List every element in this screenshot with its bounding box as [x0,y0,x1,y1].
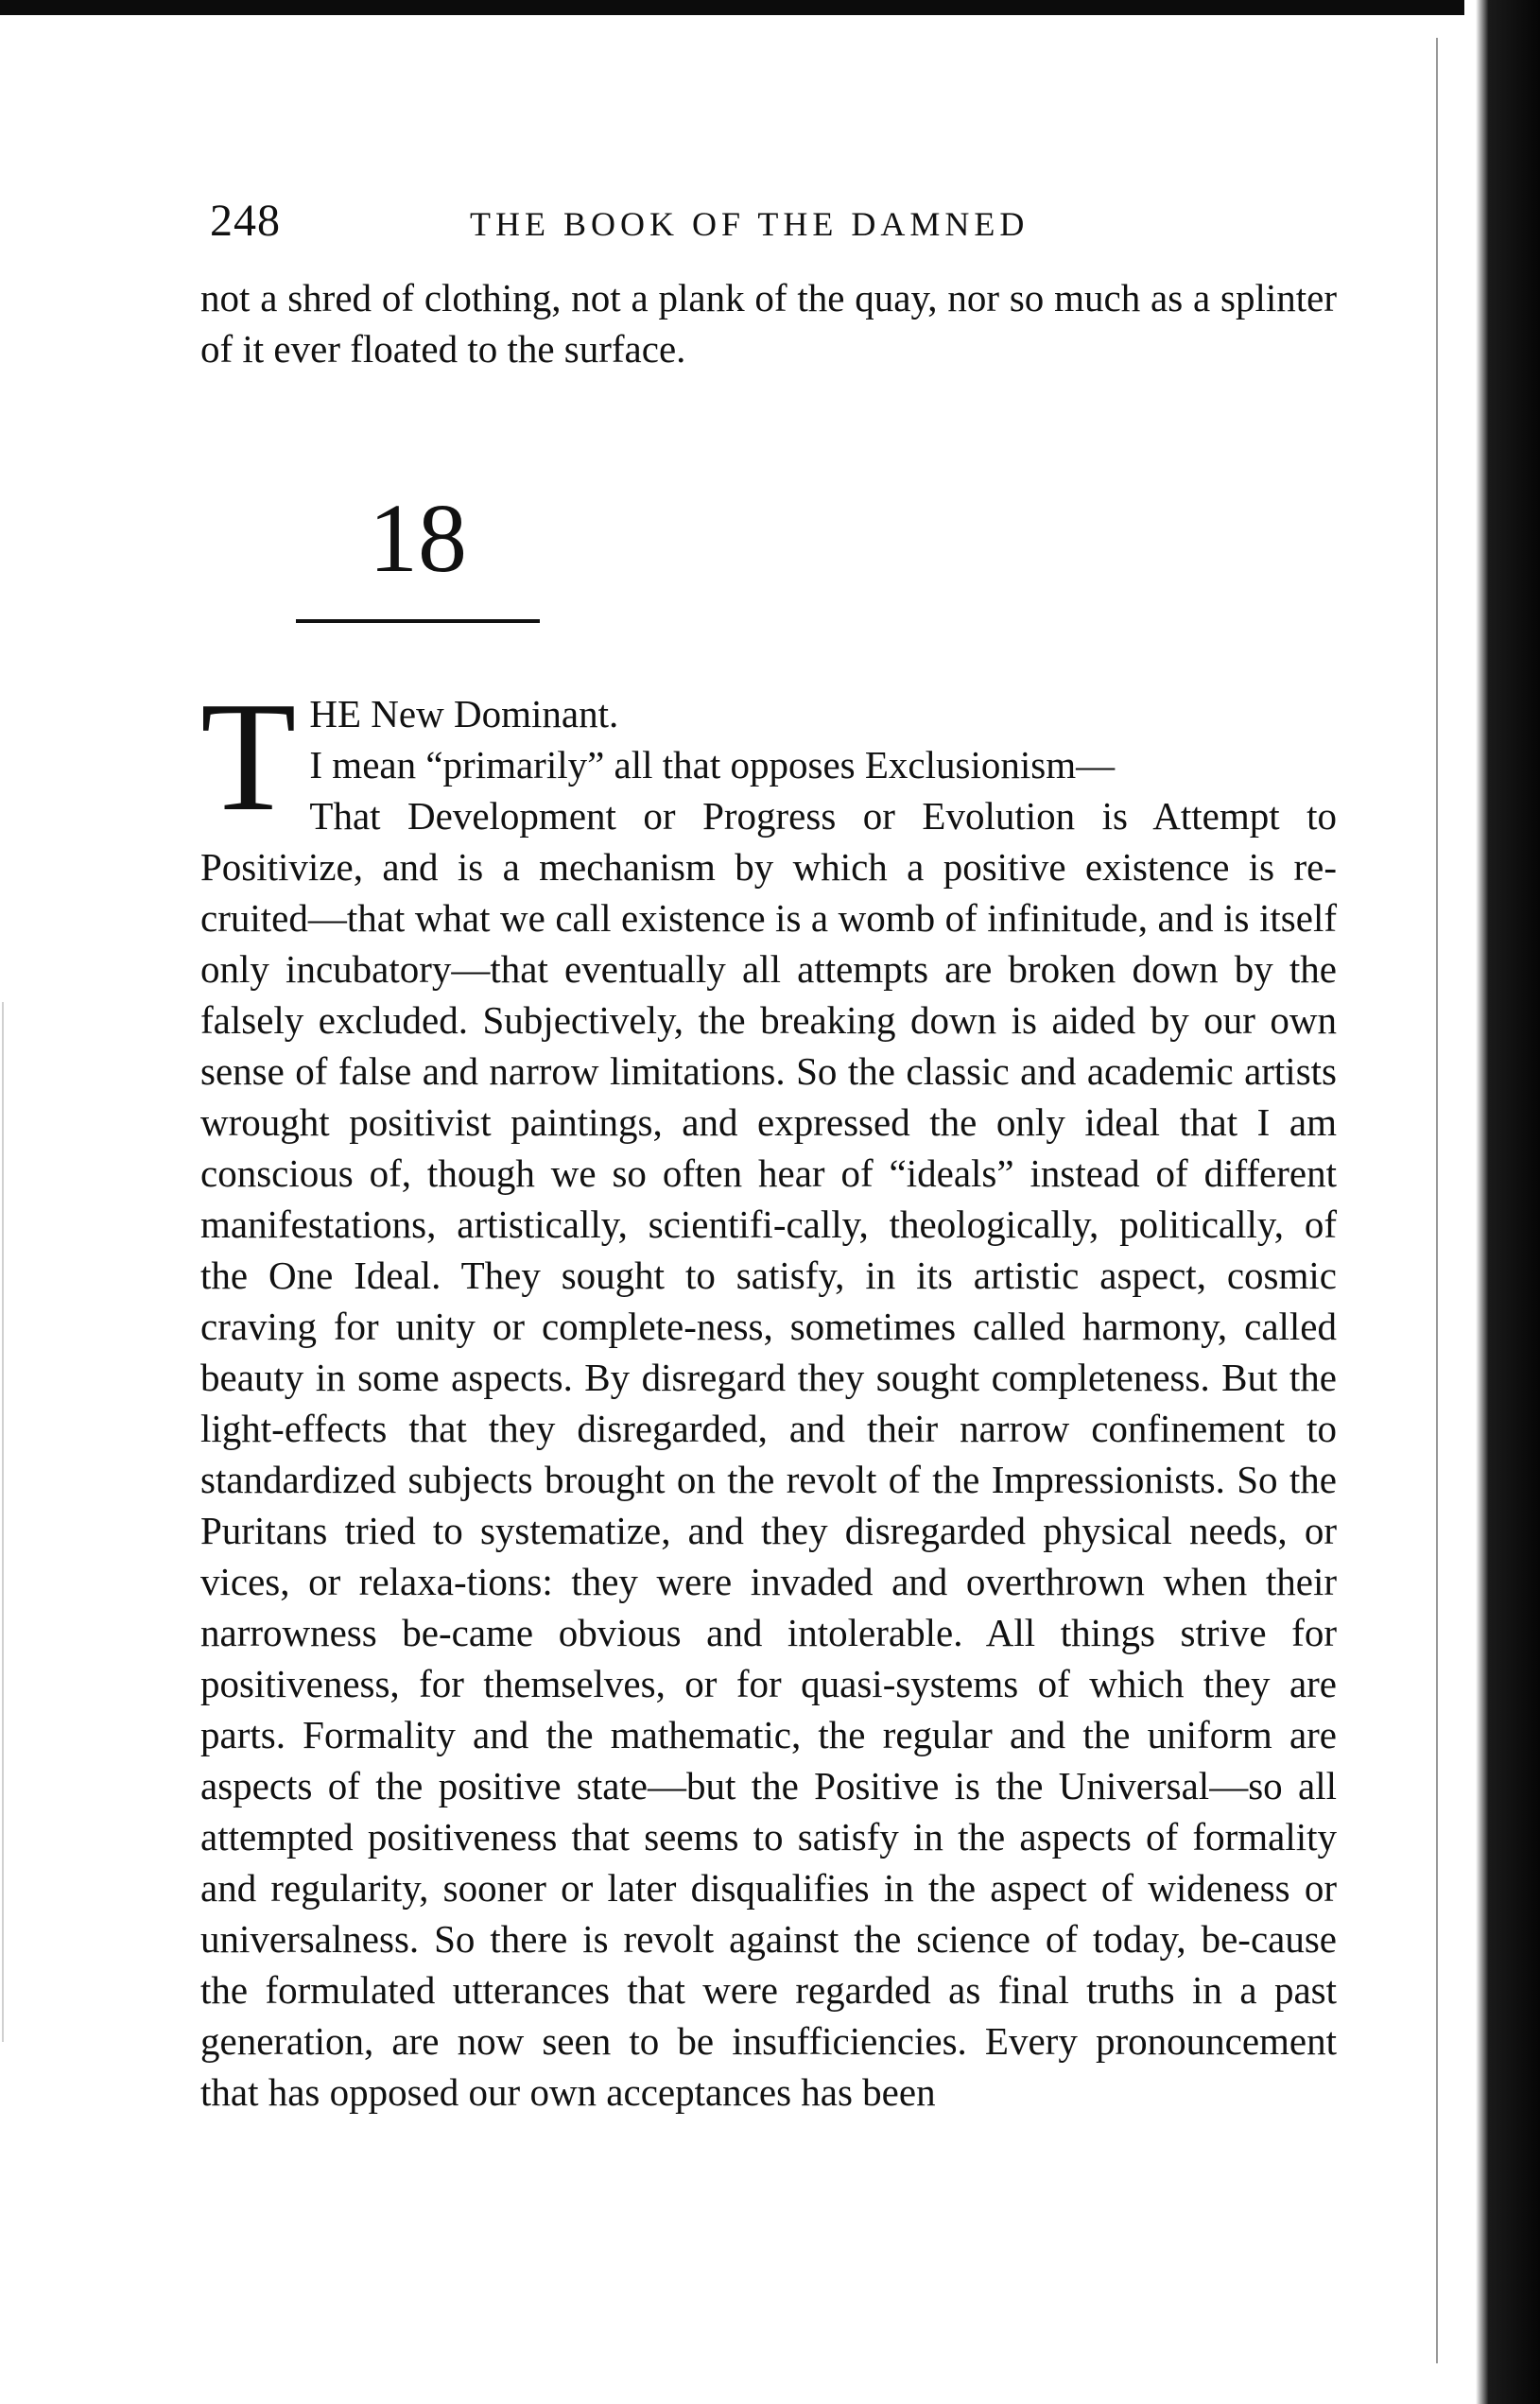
scan-top-edge [0,0,1540,15]
scan-right-edge [1464,0,1540,2404]
chapter-second-line: I mean “primarily” all that opposes Exclusionism— [309,743,1116,787]
continuation-paragraph [200,272,1337,374]
page-number: 248 [210,196,281,246]
continuation-text: not a shred of clothing, not a plank of the quay, nor so much as a splinter of it ever floated to the surface. [200,276,1337,371]
scan-left-edge [2,1002,4,2042]
chapter-opening-line: HE New Dominant. [309,692,619,735]
page-header [210,195,1344,261]
drop-cap: T [200,669,297,843]
chapter-body-paragraph: That Development or Progress or Evolution is Attempt to Positivize, and is a mechanism by which a positive existence is re-cruited—that what we call existence is a womb of infinitude, and is itself only incubatory—that eventually all attempts are broken down by the falsely excluded. Subjectively, the breaking down is aided by our own sense of false and narrow limitations. So the classic and academic artists wrought positivist paintings, and expressed the only ideal that I am conscious of, though we so often hear of “ideals” instead of different manifestations, artistically, scientifi-cally, theologically, politically, of the One Ideal. They sought to satisfy, in its artistic aspect, cosmic craving for unity or complete-ness, sometimes called harmony, called beauty in some aspects. By disregard they sought completeness. But the light-effects that they disregarded, and their narrow confinement to standardized subjects brought on the revolt of the Impressionists. So the Puritans tried to systematize, and they disregarded physical needs, or vices, or relaxa-tions: they were invaded and overthrown when their narrowness be-came obvious and intolerable. All things strive for positiveness, for themselves, or for quasi-systems of which they are parts. Formality and the mathematic, the regular and the uniform are aspects of the positive state—but the Positive is the Universal—so all attempted positiveness that seems to satisfy in the aspects of formality and regularity, sooner or later disqualifies in the aspect of wideness or universalness. So there is revolt against the science of today, be-cause the formulated utterances that were regarded as final truths in a past generation, are now seen to be insufficiencies. Every pronouncement that has opposed our own acceptances has been [200,794,1337,2114]
running-head: THE BOOK OF THE DAMNED [470,205,1030,243]
chapter-rule [296,619,540,623]
chapter-number: 18 [369,484,467,593]
page-gutter-line [1436,38,1438,2363]
chapter-body [200,669,1337,2118]
